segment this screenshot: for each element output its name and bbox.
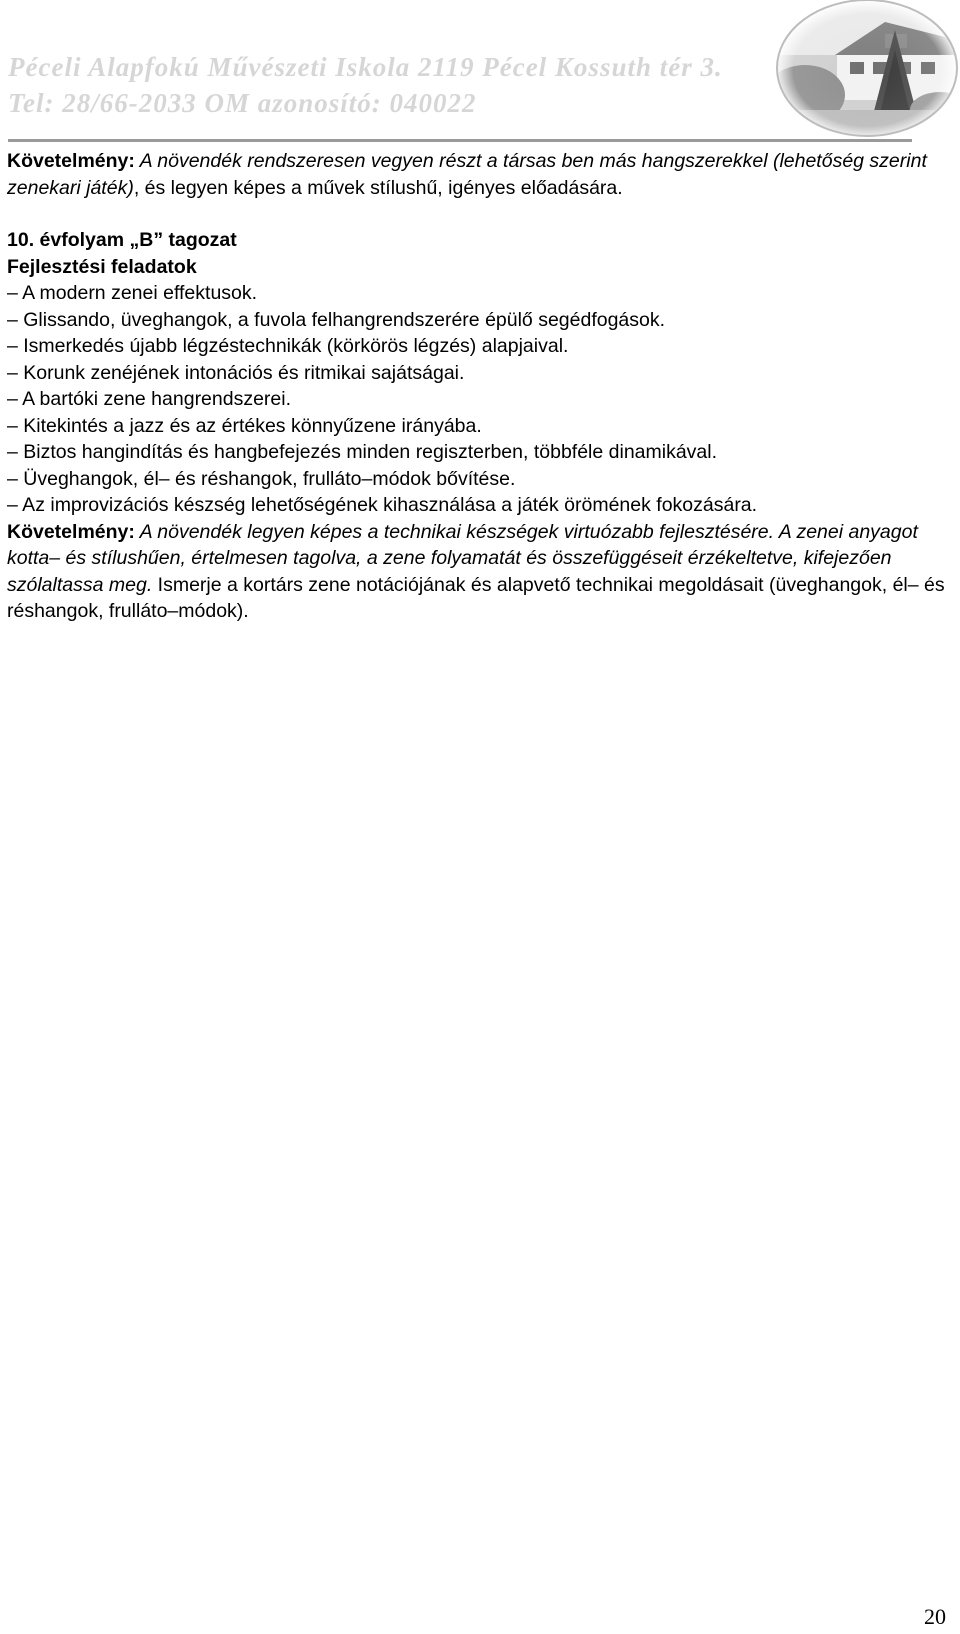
requirement-italic-text: A növendék legyen képes a technikai készségek virtuózabb fejlesztésére. A zenei anyagot kotta– és stílushűen, értelmesen tagolva, a zene folyamatát és összefüggéseit érzékeltetve, kifejezően szólaltassa meg. bbox=[7, 520, 918, 596]
list-item: – Korunk zenéjének intonációs és ritmikai sajátságai. bbox=[7, 361, 465, 384]
list-item: – Glissando, üveghangok, a fuvola felhangrendszerére épülő segédfogások. bbox=[7, 308, 666, 331]
requirement-text: , és legyen képes a művek stílushű, igényes előadására. bbox=[133, 176, 623, 199]
list-item: – Az improvizációs készség lehetőségének kihasználása a játék örömének fokozására. bbox=[7, 494, 758, 516]
requirement-paragraph bbox=[7, 519, 955, 625]
list-item: – Ismerkedés újabb légzéstechnikák (körkörös légzés) alapjaival. bbox=[7, 335, 569, 357]
list-item: – Üveghangok, él– és réshangok, frulláto–módok bővítése. bbox=[7, 467, 516, 490]
header-contact: Tel: 28/66-2033 OM azonosító: 040022 bbox=[8, 88, 477, 118]
school-building-photo bbox=[775, 0, 960, 140]
list-item: – A modern zenei effektusok. bbox=[7, 282, 258, 304]
document-body bbox=[7, 148, 955, 625]
header-divider bbox=[8, 139, 912, 142]
requirement-label: Követelmény: bbox=[7, 150, 135, 172]
list-item: – Biztos hangindítás és hangbefejezés minden regiszterben, többféle dinamikával. bbox=[7, 441, 718, 463]
page-number: 20 bbox=[924, 1604, 946, 1629]
page-header bbox=[0, 0, 960, 145]
requirement-text: Ismerje a kortárs zene notációjának és alapvető technikai megoldásait (üveghangok, él– és réshangok, frulláto–módok). bbox=[7, 573, 945, 622]
header-school-name: Péceli Alapfokú Művészeti Iskola 2119 Pécel Kossuth tér 3. bbox=[8, 52, 723, 82]
list-item: – Kitekintés a jazz és az értékes könnyűzene irányába. bbox=[7, 414, 482, 437]
list-item: – A bartóki zene hangrendszerei. bbox=[7, 388, 292, 410]
section-subtitle: Fejlesztési feladatok bbox=[7, 255, 197, 278]
requirement-label: Követelmény: bbox=[7, 520, 135, 543]
requirement-paragraph bbox=[7, 148, 955, 201]
requirement-italic-text: A növendék rendszeresen vegyen részt a társas ben más hangszerekkel (lehetőség szerint zenekari játék) bbox=[7, 150, 927, 199]
section-title: 10. évfolyam „B” tagozat bbox=[7, 229, 237, 251]
